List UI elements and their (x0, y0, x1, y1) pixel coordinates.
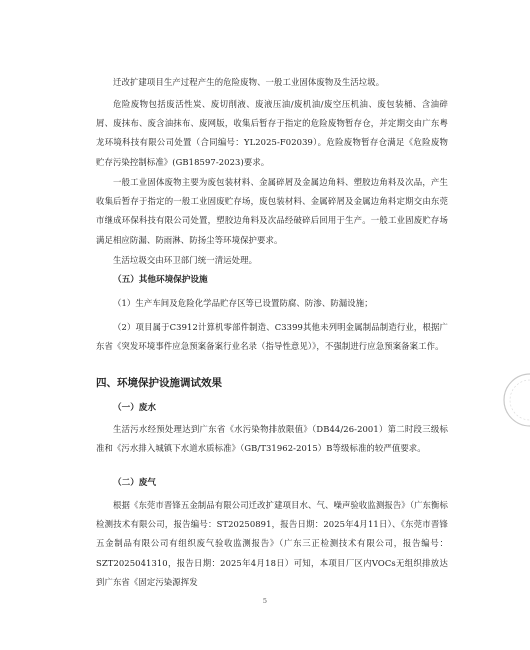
paragraph-anti-seepage: （1）生产车间及危险化学品贮存区等已设置防腐、防渗、防漏设施； (113, 298, 373, 308)
paragraph-domestic-garbage: 生活垃圾交由环卫部门统一清运处理。 (113, 255, 258, 265)
page-number: 5 (262, 597, 268, 605)
heading-other-facilities: （五）其他环境保护设施 (113, 275, 208, 285)
paragraph-waste-gas: 根据《东莞市晋锋五金制品有限公司迁改扩建项目水、气、噪声验收监测报告》（广东衡标检测技术有限公司，报告编号：ST20250891，报告日期：2025年4月11日）、《东莞市晋锋五金制品有限公司有组织废气验收监测报告》（广东三正检测技术有限公司，报告编号：SZT2025041310，报告日期：2025年4月18日）可知，本项目厂区内VOCs无组织排放达到广东省《固定污染源挥发 (96, 500, 448, 587)
seal-stamp-fragment (496, 370, 530, 430)
paragraph-waste-intro: 迁改扩建项目生产过程产生的危险废物、一般工业固体废物及生活垃圾。 (113, 77, 385, 87)
heading-wastewater: （一）废水 (113, 403, 156, 413)
heading-waste-gas: （二）废气 (113, 478, 156, 488)
paragraph-hazardous-waste: 危险废物包括废活性炭、废切削液、废液压油/废机油/废空压机油、废包装桶、含油碎屑、废抹布、废含油抹布、废网版，收集后暂存于指定的危险废物暂存仓，并定期交由广东粤龙环境科技有限公司处置（合同编号：YL2025-F02039）。危险废物暂存仓满足《危险废物贮存污染控制标准》(GB18597-2023)要求。 (96, 99, 448, 167)
paragraph-general-solid-waste: 一般工业固体废物主要为废包装材料、金属碎屑及金属边角料、塑胶边角料及次品，产生收集后暂存于指定的一般工业固废贮存场，废包装材料、金属碎屑及金属边角料定期交由东莞市继成环保科技有限公司处置，塑胶边角料及次品经破碎后回用于生产。一般工业固废贮存场满足相应防漏、防雨淋、防扬尘等环境保护要求。 (96, 177, 448, 245)
paragraph-emergency-plan: （2）项目属于C3912计算机零部件制造、C3399其他未列明金属制品制造行业，根据广东省《突发环境事件应急预案备案行业名录（指导性意见）》，不强制进行应急预案备案工作。 (96, 322, 448, 352)
heading-section-four: 四、环境保护设施调试效果 (96, 377, 222, 389)
paragraph-wastewater: 生活污水经预处理达到广东省《水污染物排放限值》（DB44/26-2001）第二时段三级标准和《污水排入城镇下水道水质标准》（GB/T31962-2015）B等级标准的较严值要求。 (96, 424, 448, 454)
